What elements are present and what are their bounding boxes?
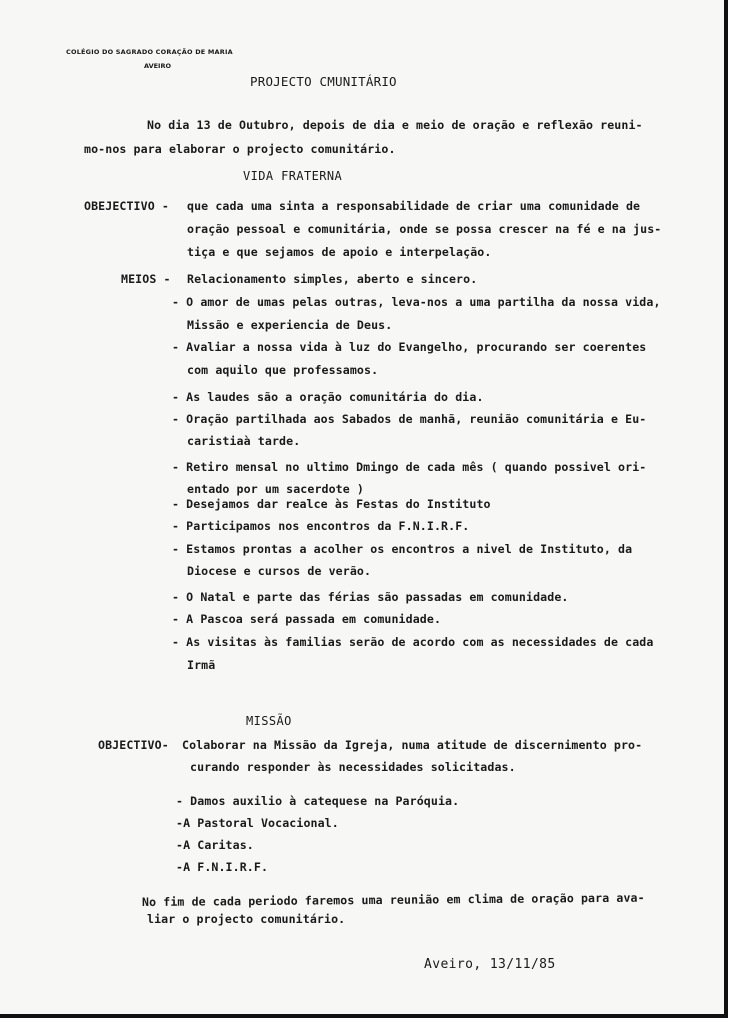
closing-line: liar o projecto comunitário. — [147, 912, 346, 926]
objectivo-label: OBEJECTIVO - — [84, 199, 169, 213]
document-date: Aveiro, 13/11/85 — [424, 957, 556, 972]
meios-line: entado por um sacerdote ) — [187, 482, 365, 496]
meios-line: caristiaà tarde. — [187, 434, 301, 448]
objectivo-label: OBJECTIVO- — [98, 738, 169, 752]
objectivo-line: Colaborar na Missão da Igreja, numa atitude de discernimento pro- — [182, 738, 643, 752]
objectivo-line: que cada uma sinta a responsabilidade de criar uma comunidade de — [187, 199, 641, 213]
meios-line: - A Pascoa será passada em comunidade. — [172, 612, 442, 626]
meios-line: - As laudes são a oração comunitária do dia. — [172, 390, 484, 404]
meios-line: Relacionamento simples, aberto e sincero. — [187, 272, 478, 286]
missao-item: -A Pastoral Vocacional. — [176, 816, 339, 830]
objectivo-line: tiça e que sejamos de apoio e interpelação. — [187, 245, 492, 259]
meios-line: - Desejamos dar realce às Festas do Instituto — [172, 497, 491, 511]
meios-line: Diocese e cursos de verão. — [187, 564, 372, 578]
objectivo-line: curando responder às necessidades solicitadas. — [190, 760, 516, 774]
meios-line: - Retiro mensal no ultimo Dmingo de cada mês ( quando possivel ori- — [172, 460, 647, 474]
document-title: PROJECTO CMUNITÁRIO — [250, 74, 397, 89]
meios-line: com aquilo que professamos. — [187, 363, 379, 377]
missao-item: -A Caritas. — [176, 838, 254, 852]
section-heading-missao: MISSÃO — [246, 714, 292, 728]
meios-line: - O amor de umas pelas outras, leva-nos a uma partilha da nossa vida, — [172, 295, 661, 309]
section-heading-vida-fraterna: VIDA FRATERNA — [243, 169, 343, 183]
meios-label: MEIOS - — [121, 272, 171, 286]
meios-line: - Oração partilhada aos Sabados de manhã, reunião comunitária e Eu- — [172, 412, 647, 426]
closing-line: No fim de cada periodo faremos uma reunião em clima de oração para ava- — [141, 890, 645, 909]
meios-line: - Participamos nos encontros da F.N.I.R.F. — [172, 519, 470, 533]
meios-line: Irmã — [187, 658, 216, 672]
meios-line: Missão e experiencia de Deus. — [187, 318, 393, 332]
intro-line: No dia 13 de Outubro, depois de dia e meio de oração e reflexão reuni- — [147, 118, 643, 132]
meios-line: - Avaliar a nossa vida à luz do Evangelho, procurando ser coerentes — [172, 340, 647, 354]
school-city: AVEIRO — [144, 62, 172, 70]
intro-line: mo-nos para elaborar o projecto comunitário. — [84, 142, 396, 156]
meios-line: - O Natal e parte das férias são passadas em comunidade. — [172, 590, 569, 604]
meios-line: - As visitas às familias serão de acordo com as necessidades de cada — [172, 635, 654, 649]
meios-line: - Estamos prontas a acolher os encontros a nivel de Instituto, da — [172, 542, 633, 556]
school-name: COLÉGIO DO SAGRADO CORAÇÃO DE MARIA — [66, 48, 233, 56]
missao-item: -A F.N.I.R.F. — [176, 860, 269, 874]
missao-item: - Damos auxilio à catequese na Paróquia. — [176, 794, 460, 808]
objectivo-line: oração pessoal e comunitária, onde se possa crescer na fé e na jus- — [187, 222, 662, 236]
